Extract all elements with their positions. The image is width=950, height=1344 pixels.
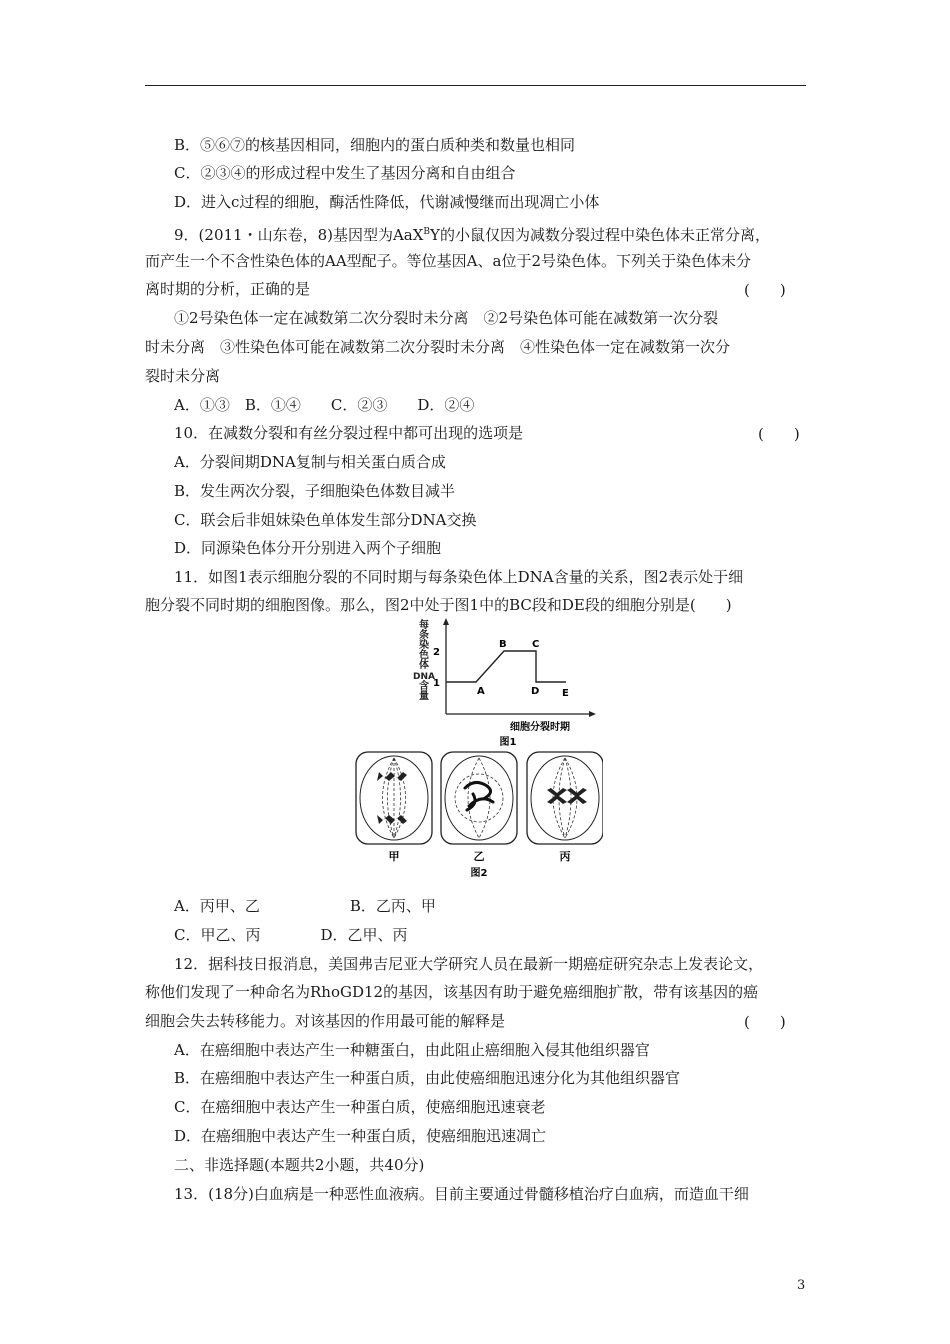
q11-options-ab: A．丙甲、乙 B．乙丙、甲 [174, 897, 436, 915]
figure1-caption: 图1 [499, 737, 517, 748]
cell-jia [356, 752, 432, 844]
q10-stem: 10．在减数分裂和有丝分裂过程中都可出现的选项是 [174, 424, 524, 442]
cell-yi [441, 752, 517, 844]
cell-label-yi: 乙 [473, 850, 485, 863]
figure1-graph [380, 618, 610, 750]
svg-text:色: 色 [419, 650, 429, 661]
q12-option-b: B．在癌细胞中表达产生一种蛋白质，由此使癌细胞迅速分化为其他组织器官 [174, 1069, 681, 1087]
cell-bing [527, 752, 603, 844]
q12-option-d: D．在癌细胞中表达产生一种蛋白质，使癌细胞迅速凋亡 [174, 1127, 547, 1145]
svg-text:含: 含 [419, 681, 429, 692]
q12-option-c: C．在癌细胞中表达产生一种蛋白质，使癌细胞迅速衰老 [174, 1098, 546, 1116]
q9-stem-line3: 离时期的分析，正确的是 [145, 280, 311, 298]
svg-text:量: 量 [419, 691, 429, 702]
q9-statements-line1: ①2号染色体一定在减数第二次分裂时未分离 ②2号染色体可能在减数第一次分裂 [174, 309, 719, 327]
figure2-cells [353, 750, 603, 880]
figure1-ytick-1: 1 [433, 678, 440, 689]
q12-stem-line3: 细胞会失去转移能力。对该基因的作用最可能的解释是 [145, 1012, 506, 1030]
q9-stem-line2: 而产生一个不含性染色体的AA型配子。等位基因A、a位于2号染色体。下列关于染色体未分 [145, 252, 751, 270]
section-heading: 二、非选择题(本题共2小题，共40分) [174, 1156, 425, 1174]
q10-option-d: D．同源染色体分开分别进入两个子细胞 [174, 539, 442, 557]
q9-answer-paren: ( ) [744, 281, 786, 299]
header-rule [145, 85, 806, 86]
svg-text:染: 染 [419, 640, 429, 651]
figure1-point-a: A [477, 686, 485, 697]
figure2-caption: 图2 [470, 868, 488, 879]
q12-stem-line2: 称他们发现了一种命名为RhoGD12的基因，该基因有助于避免癌细胞扩散，带有该基因的癌 [145, 983, 759, 1001]
figure1-point-c: C [532, 639, 540, 650]
svg-text:条: 条 [419, 630, 429, 641]
q10-option-b: B．发生两次分裂，子细胞染色体数目减半 [174, 482, 456, 500]
q12-answer-paren: ( ) [744, 1013, 786, 1031]
q10-answer-paren: ( ) [758, 425, 800, 443]
q8-option-b: B．⑤⑥⑦的核基因相同，细胞内的蛋白质种类和数量也相同 [174, 136, 576, 154]
q10-option-a: A．分裂间期DNA复制与相关蛋白质合成 [174, 453, 446, 471]
q8-option-d: D．进入c过程的细胞，酶活性降低，代谢减慢继而出现凋亡小体 [174, 193, 600, 211]
figure1-ytick-2: 2 [433, 647, 440, 658]
q8-option-c: C．②③④的形成过程中发生了基因分离和自由组合 [174, 164, 516, 182]
svg-text:每: 每 [419, 620, 429, 631]
q11-options-cd: C．甲乙、丙 D．乙甲、丙 [174, 926, 408, 944]
q12-option-a: A．在癌细胞中表达产生一种糖蛋白，由此阻止癌细胞入侵其他组织器官 [174, 1041, 650, 1059]
figure1-curve [446, 651, 566, 682]
cell-label-bing: 丙 [559, 850, 571, 863]
figure1-point-d: D [531, 686, 540, 697]
cell-label-jia: 甲 [388, 850, 400, 863]
q10-option-c: C．联会后非姐妹染色单体发生部分DNA交换 [174, 511, 477, 529]
svg-text:DNA: DNA [413, 672, 435, 682]
figure1-ylabel [413, 618, 435, 702]
q12-stem-line1: 12．据科技日报消息，美国弗吉尼亚大学研究人员在最新一期癌症研究杂志上发表论文， [174, 955, 764, 973]
q9-stem-line1: 9．(2011・山东卷，8)基因型为AaX$^B$Y的小鼠仅因为减数分裂过程中染色体未正常分离， [174, 226, 770, 244]
q11-stem-line1: 11．如图1表示细胞分裂的不同时期与每条染色体上DNA含量的关系，图2表示处于细 [174, 568, 744, 586]
q9-options: A．①③ B．①④ C．②③ D．②④ [174, 396, 475, 414]
page-number: 3 [797, 1278, 806, 1293]
q11-stem-line2: 胞分裂不同时期的细胞图像。那么，图2中处于图1中的BC段和DE段的细胞分别是( ) [145, 596, 732, 614]
q9-statements-line3: 裂时未分离 [145, 367, 221, 385]
q9-statements-line2: 时未分离 ③性染色体可能在减数第二次分裂时未分离 ④性染色体一定在减数第一次分 [145, 338, 731, 356]
figure1-point-b: B [499, 639, 507, 650]
figure1-xlabel: 细胞分裂时期 [510, 722, 570, 733]
svg-text:体: 体 [419, 660, 429, 671]
figure1-point-e: E [562, 688, 569, 699]
q13-stem: 13．(18分)白血病是一种恶性血液病。目前主要通过骨髓移植治疗白血病，而造血干细 [174, 1185, 749, 1203]
